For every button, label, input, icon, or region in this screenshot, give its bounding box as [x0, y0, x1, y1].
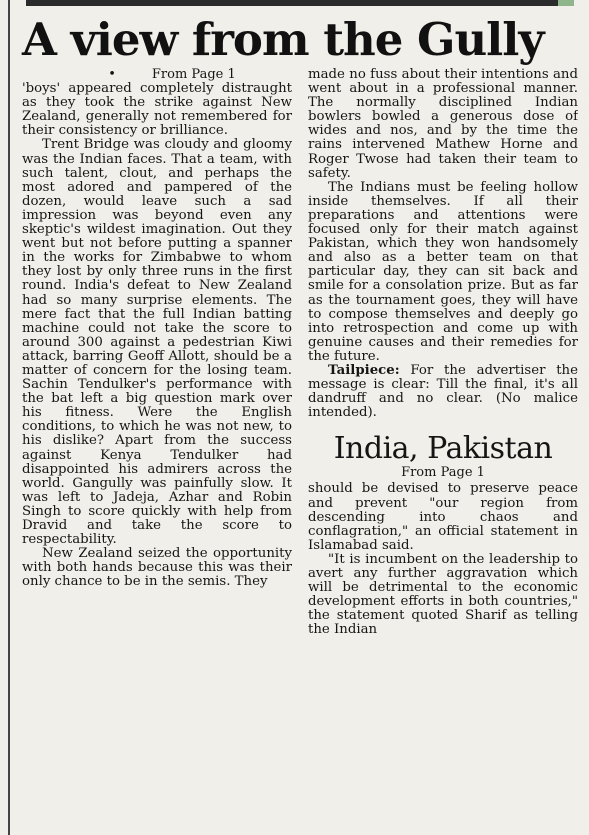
top-photo-edge: [26, 0, 574, 6]
article-paragraph: New Zealand seized the opportunity with both hands because this was their only chance to be in the semis. They: [22, 546, 292, 590]
from-page-label: From Page 1: [151, 68, 236, 82]
bullet-mark: •: [108, 68, 116, 82]
column-rule: [8, 0, 10, 835]
tailpiece-text: For the advertiser the message is clear: Till the final, it's all dandruff and no clear. (No malice intended).: [308, 362, 578, 421]
main-headline: A view from the Gully: [22, 13, 544, 66]
article-paragraph: 'boys' appeared completely distraught as they took the strike against New Zealand, generally not remembered for their consistency or brilliance.: [22, 81, 292, 139]
photo-corner: [558, 0, 574, 6]
article-paragraph: The Indians must be feeling hollow inside themselves. If all their preparations and attentions were focused only for their match against Pakistan, which they won handsomely and also as a better team on that particular day, they can sit back and smile for a consolation prize. But as far as the tournament goes, they will have to compose themselves and deeply go into retrospection and come up with genuine causes and their remedies for the future.: [308, 179, 578, 364]
second-story-from-page: From Page 1: [401, 465, 485, 481]
article-paragraph: Trent Bridge was cloudy and gloomy was the Indian faces. That a team, with such talent, clout, and perhaps the most adored and pampered of the dozen, would leave such a sad impression was beyond even any skeptic's wildest imagination. Out they went but not before putting a spanner in the works for Zimbabwe to whom they lost by only three runs in the first round. India's defeat to New Zealand had so many surprise elements. The mere fact that the full Indian batting machine could not take the score to around 300 against a pedestrian Kiwi attack, barring Geoff Allott, should be a matter of concern for the losing team. Sachin Tendulker's performance with the bat left a big question mark over his fitness. Were the English conditions, to which he was not new, to his dislike? Apart from the success against Kenya Tendulker had disappointed his admirers across the world. Gangully was painfully slow. It was left to Jadeja, Azhar and Robin Singh to score quickly with help from Dravid and take the score to respectability.: [22, 137, 292, 548]
left-column: [22, 68, 292, 835]
right-column: [308, 68, 578, 835]
tailpiece-paragraph: [308, 364, 578, 420]
second-story-headline: India, Pakistan: [333, 431, 553, 467]
article-paragraph: "It is incumbent on the leadership to avert any further aggravation which will be detrimental to the economic development efforts in both countries," the statement quoted Sharif as telling the Indian: [308, 551, 578, 638]
article-paragraph: should be devised to preserve peace and prevent "our region from descending into chaos and conflagration," an official statement in Islamabad said.: [308, 481, 578, 553]
article-paragraph: made no fuss about their intentions and went about in a professional manner. The normally disciplined Indian bowlers bowled a generous dose of wides and nos, and by the time the rains intervened Mathew Horne and Roger Twose had taken their team to safety.: [308, 68, 578, 181]
from-page-line: [22, 68, 292, 82]
tailpiece-label: Tailpiece:: [328, 362, 400, 378]
